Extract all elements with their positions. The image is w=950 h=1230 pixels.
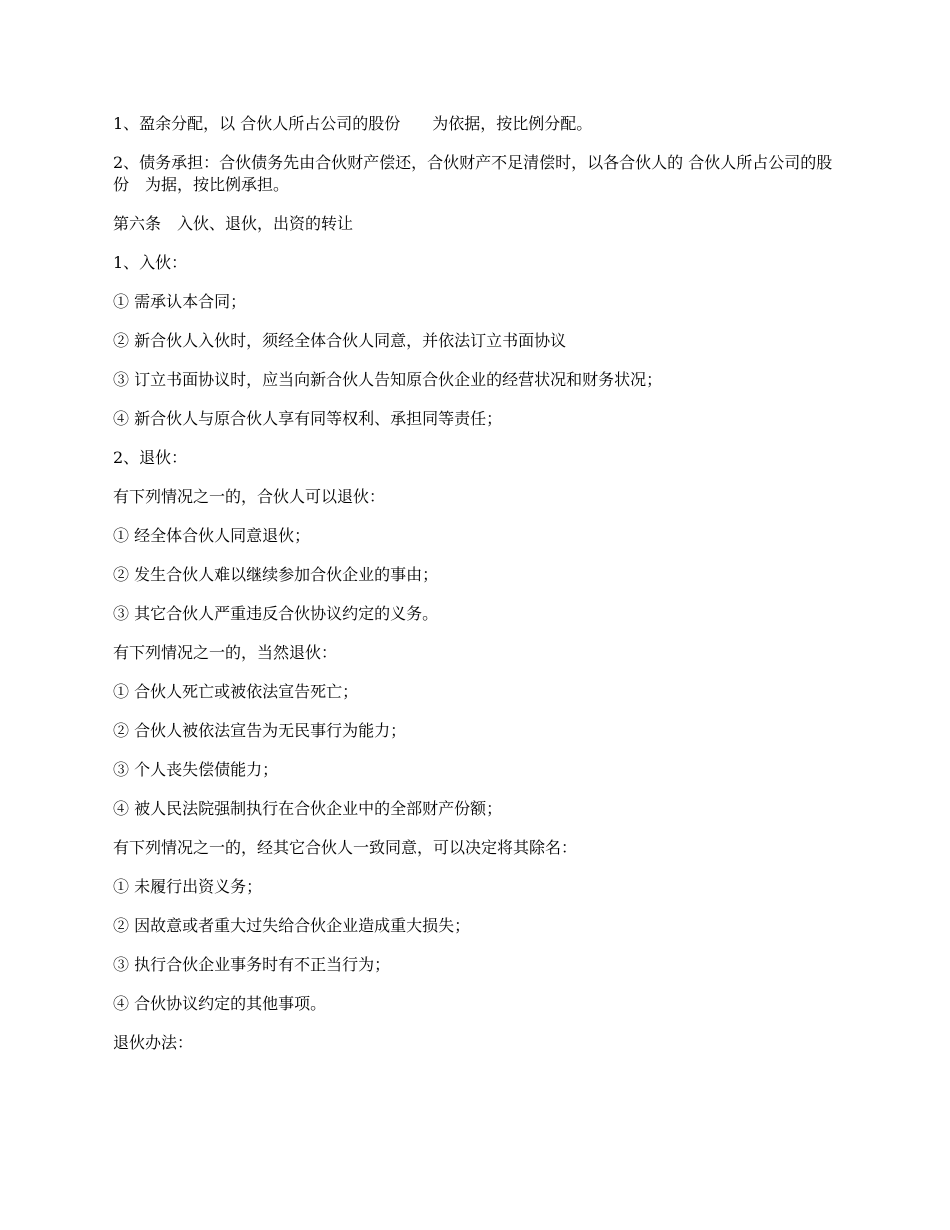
list-item: ③ 订立书面协议时，应当向新合伙人告知原合伙企业的经营状况和财务状况； [113, 370, 663, 389]
automatic-withdrawal-intro: 有下列情况之一的，当然退伙： [113, 643, 338, 662]
document-body [113, 113, 838, 1071]
expulsion-intro: 有下列情况之一的，经其它合伙人一致同意，可以决定将其除名： [113, 838, 578, 857]
paragraph-profit-distribution: 1、盈余分配，以 合伙人所占公司的股份 为依据，按比例分配。 [113, 114, 593, 133]
article-six-heading: 第六条 入伙、退伙，出资的转让 [113, 214, 354, 233]
list-item: ② 因故意或者重大过失给合伙企业造成重大损失； [113, 916, 471, 935]
list-item: ② 新合伙人入伙时，须经全体合伙人同意，并依法订立书面协议 [113, 331, 567, 350]
section-withdrawal-heading: 2、退伙： [113, 448, 188, 467]
list-item: ③ 个人丧失偿债能力； [113, 760, 279, 779]
section-joining-heading: 1、入伙： [113, 253, 188, 272]
voluntary-withdrawal-intro: 有下列情况之一的，合伙人可以退伙： [113, 487, 386, 506]
list-item: ③ 执行合伙企业事务时有不正当行为； [113, 955, 391, 974]
list-item: ② 发生合伙人难以继续参加合伙企业的事由； [113, 565, 439, 584]
list-item: ④ 新合伙人与原合伙人享有同等权利、承担同等责任； [113, 409, 503, 428]
list-item: ① 经全体合伙人同意退伙； [113, 526, 311, 545]
list-item: ④ 被人民法院强制执行在合伙企业中的全部财产份额； [113, 799, 503, 818]
paragraph-debt-bearing: 2、债务承担：合伙债务先由合伙财产偿还，合伙财产不足清偿时，以各合伙人的 合伙人所占公司的股份 为据，按比例承担。 [113, 153, 833, 194]
withdrawal-method-heading: 退伙办法： [113, 1033, 194, 1052]
list-item: ④ 合伙协议约定的其他事项。 [113, 994, 327, 1013]
list-item: ① 需承认本合同； [113, 292, 247, 311]
list-item: ③ 其它合伙人严重违反合伙协议约定的义务。 [113, 604, 439, 623]
list-item: ① 未履行出资义务； [113, 877, 263, 896]
list-item: ② 合伙人被依法宣告为无民事行为能力； [113, 721, 407, 740]
list-item: ① 合伙人死亡或被依法宣告死亡； [113, 682, 359, 701]
